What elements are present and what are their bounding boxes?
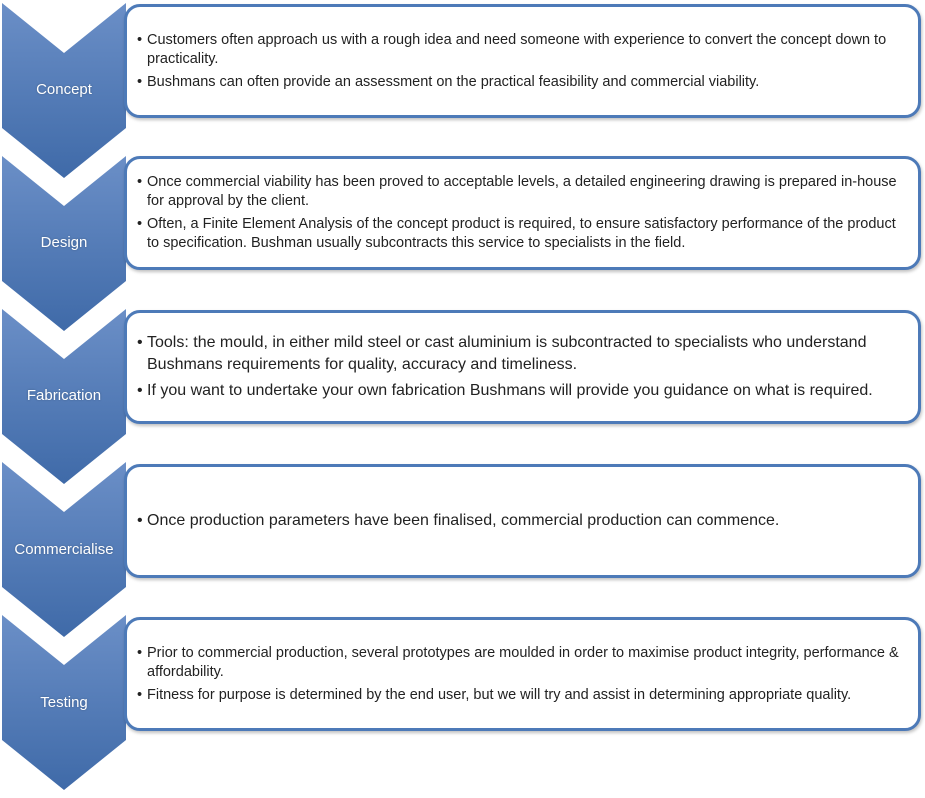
step-bullet: • Once production parameters have been finalised, commercial production can commence. [137, 510, 908, 532]
step-bullet: • Fitness for purpose is determined by the end user, but we will try and assist in determining appropriate quality. [137, 686, 908, 705]
step-bullet: • Tools: the mould, in either mild steel or cast aluminium is subcontracted to specialists who understand Bushmans requirements for quality, accuracy and timeliness. [137, 332, 908, 376]
step-label-fabrication: Fabrication [26, 387, 102, 404]
step-bullet: • If you want to undertake your own fabrication Bushmans will provide you guidance on what is required. [137, 380, 908, 402]
step-bullet: • Bushmans can often provide an assessment on the practical feasibility and commercial viability. [137, 73, 908, 92]
step-bullet: • Prior to commercial production, several prototypes are moulded in order to maximise product integrity, performance & affordability. [137, 644, 908, 682]
step-bullet: • Often, a Finite Element Analysis of the concept product is required, to ensure satisfactory performance of the product to specification. Bushman usually subcontracts this service to specialists in the field. [137, 215, 908, 253]
step-box-concept [124, 4, 921, 118]
step-label-concept: Concept [36, 81, 92, 98]
step-label-testing: Testing [40, 694, 88, 711]
step-bullet: • Once commercial viability has been proved to acceptable levels, a detailed engineering drawing is prepared in-house for approval by the client. [137, 173, 908, 211]
step-label-design: Design [40, 234, 88, 251]
step-box-fabrication [124, 310, 921, 424]
step-label-commercialise: Commercialise [14, 541, 114, 558]
step-bullet: • Customers often approach us with a rough idea and need someone with experience to convert the concept down to practicality. [137, 31, 908, 69]
step-box-design [124, 156, 921, 270]
step-box-testing [124, 617, 921, 731]
step-box-commercialise [124, 464, 921, 578]
